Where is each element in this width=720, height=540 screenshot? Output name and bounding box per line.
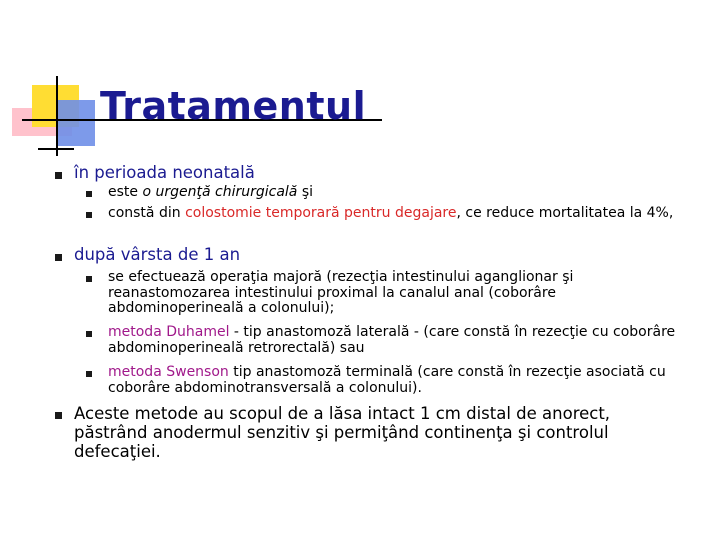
text-run: - tip anastomoză laterală - (care constă în rezecţie cu coborâre abdominoperineală retrorectală) sau — [108, 324, 676, 356]
section2-heading: după vârsta de 1 an — [74, 245, 241, 264]
section3-text: Aceste metode au scopul de a lăsa intact 1 cm distal de anorect, păstrând anodermul senzitiv şi permiţând continenţa şi controlul defecaţiei. — [74, 404, 611, 461]
section2-item-3 — [108, 365, 683, 396]
section1-item-2 — [108, 206, 698, 222]
text-run: tip anastomoză terminală (care constă în rezecţie asociată cu coborâre abdominotransversală a colonului). — [108, 364, 666, 396]
text-run: este — [108, 184, 143, 200]
text-run-highlight: colostomie temporară pentru degajare — [185, 205, 457, 221]
text-run: şi — [297, 184, 314, 200]
text-run: , ce reduce mortalitatea la 4%, — [456, 205, 674, 221]
bullet-icon — [86, 276, 92, 282]
section2-item-2 — [108, 325, 683, 356]
text-run: constă din — [108, 205, 186, 221]
bullet-icon — [86, 331, 92, 337]
bullet-icon — [55, 412, 62, 419]
bullet-icon — [86, 212, 92, 218]
bullet-icon — [86, 371, 92, 377]
section1-item-1 — [108, 185, 668, 201]
section1-heading: în perioada neonatală — [74, 163, 255, 182]
text-run-italic: o urgenţă chirurgicală — [142, 184, 298, 200]
bullet-icon — [86, 191, 92, 197]
text-run-highlight: metoda Duhamel — [108, 324, 230, 340]
bullet-icon — [55, 172, 62, 179]
slide-title: Tratamentul — [100, 84, 367, 128]
section2-item-1: se efectuează operaţia majoră (rezecţia intestinului aganglionar şi reanastomozarea intestinului proximal la canalul anal (coborâre abdominoperineală a colonului); — [108, 269, 574, 316]
bullet-icon — [55, 254, 62, 261]
text-run-highlight: Swenson — [166, 364, 229, 380]
text-run-highlight: metoda — [108, 364, 167, 380]
